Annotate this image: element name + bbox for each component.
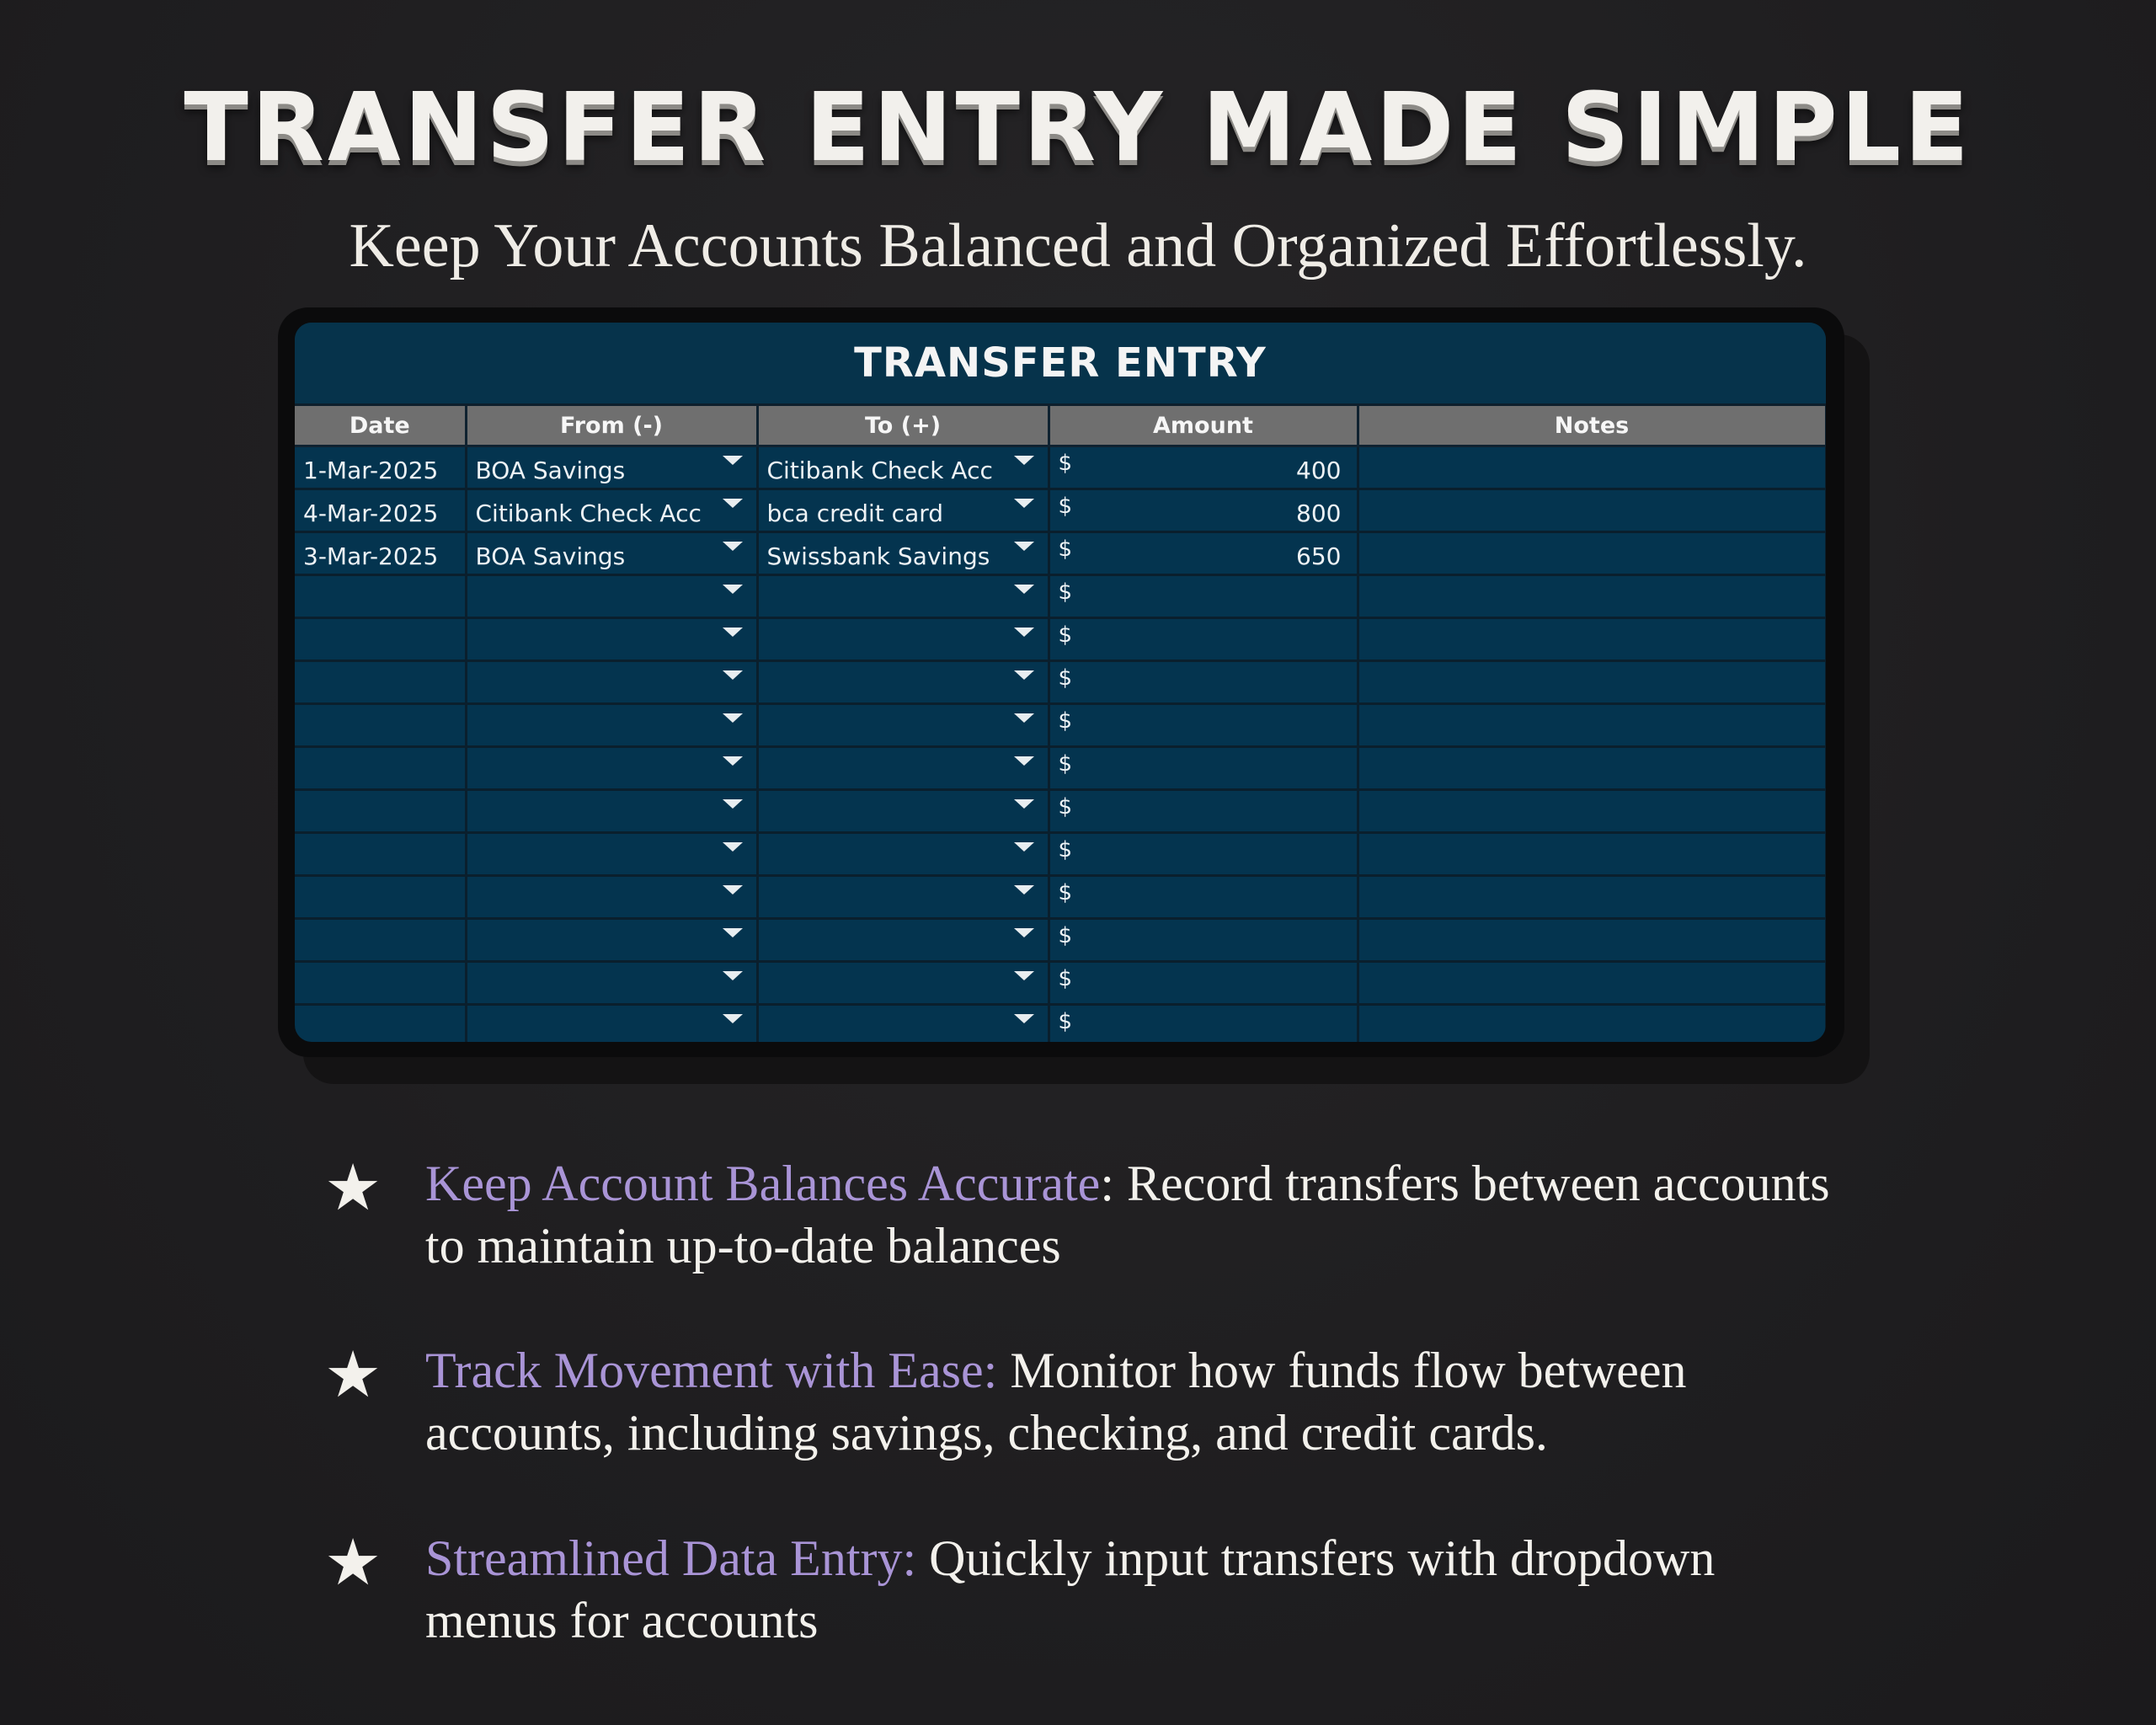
table-row bbox=[295, 1005, 1826, 1043]
amount-value: 800 bbox=[1296, 499, 1342, 527]
to-account-dropdown[interactable] bbox=[757, 919, 1049, 962]
dropdown-arrow-icon[interactable] bbox=[1014, 542, 1034, 551]
date-cell[interactable] bbox=[295, 618, 466, 661]
column-header-amount[interactable]: Amount bbox=[1049, 406, 1358, 446]
date-cell[interactable] bbox=[295, 532, 466, 575]
to-account-dropdown[interactable] bbox=[757, 532, 1049, 575]
table-row bbox=[295, 747, 1826, 790]
amount-cell[interactable] bbox=[1049, 618, 1358, 661]
from-account-dropdown[interactable] bbox=[466, 618, 757, 661]
to-account-dropdown[interactable] bbox=[757, 618, 1049, 661]
date-cell[interactable] bbox=[295, 962, 466, 1005]
table-row bbox=[295, 575, 1826, 618]
dropdown-arrow-icon[interactable] bbox=[723, 756, 743, 766]
date-cell[interactable] bbox=[295, 790, 466, 833]
table-row bbox=[295, 876, 1826, 919]
dropdown-arrow-icon[interactable] bbox=[723, 713, 743, 723]
from-account-dropdown[interactable] bbox=[466, 532, 757, 575]
notes-cell[interactable] bbox=[1358, 1005, 1826, 1043]
dropdown-arrow-icon[interactable] bbox=[723, 842, 743, 852]
to-account-dropdown[interactable] bbox=[757, 790, 1049, 833]
spreadsheet-frame bbox=[278, 307, 1844, 1057]
date-cell[interactable] bbox=[295, 446, 466, 489]
table-row bbox=[295, 532, 1826, 575]
dropdown-arrow-icon[interactable] bbox=[723, 885, 743, 895]
currency-symbol: $ bbox=[1058, 923, 1073, 948]
from-account-dropdown[interactable] bbox=[466, 790, 757, 833]
to-account-dropdown[interactable] bbox=[757, 1005, 1049, 1043]
from-account-dropdown[interactable] bbox=[466, 833, 757, 876]
currency-symbol: $ bbox=[1058, 880, 1073, 905]
amount-cell[interactable] bbox=[1049, 1005, 1358, 1043]
to-account-dropdown[interactable] bbox=[757, 575, 1049, 618]
notes-cell[interactable] bbox=[1358, 833, 1826, 876]
table-row bbox=[295, 446, 1826, 489]
from-account-dropdown[interactable] bbox=[466, 661, 757, 704]
from-account-dropdown[interactable] bbox=[466, 446, 757, 489]
currency-symbol: $ bbox=[1058, 794, 1073, 820]
notes-cell[interactable] bbox=[1358, 704, 1826, 747]
table-row bbox=[295, 489, 1826, 532]
amount-cell[interactable] bbox=[1049, 919, 1358, 962]
dropdown-arrow-icon[interactable] bbox=[723, 1014, 743, 1023]
dropdown-arrow-icon[interactable] bbox=[723, 456, 743, 465]
amount-cell[interactable] bbox=[1049, 704, 1358, 747]
from-account-dropdown[interactable] bbox=[466, 704, 757, 747]
notes-cell[interactable] bbox=[1358, 489, 1826, 532]
date-cell[interactable] bbox=[295, 1005, 466, 1043]
currency-symbol: $ bbox=[1058, 966, 1073, 991]
currency-symbol: $ bbox=[1058, 665, 1073, 691]
from-account-dropdown[interactable] bbox=[466, 876, 757, 919]
dropdown-arrow-icon[interactable] bbox=[1014, 670, 1034, 680]
table-row bbox=[295, 833, 1826, 876]
date-value: 1-Mar-2025 bbox=[303, 457, 439, 484]
amount-value: 400 bbox=[1296, 457, 1342, 484]
notes-cell[interactable] bbox=[1358, 962, 1826, 1005]
notes-cell[interactable] bbox=[1358, 618, 1826, 661]
dropdown-arrow-icon[interactable] bbox=[1014, 799, 1034, 809]
amount-cell[interactable] bbox=[1049, 790, 1358, 833]
from-account-dropdown[interactable] bbox=[466, 747, 757, 790]
currency-symbol: $ bbox=[1058, 1009, 1073, 1034]
currency-symbol: $ bbox=[1058, 579, 1073, 605]
dropdown-arrow-icon[interactable] bbox=[723, 928, 743, 937]
dropdown-arrow-icon[interactable] bbox=[1014, 585, 1034, 594]
amount-cell[interactable] bbox=[1049, 575, 1358, 618]
date-cell[interactable] bbox=[295, 747, 466, 790]
to-account-value: Citibank Check Acc bbox=[766, 457, 993, 484]
dropdown-arrow-icon[interactable] bbox=[723, 499, 743, 508]
feature-description: Monitor how funds flow between accounts, including savings, checking, and credit cards. bbox=[425, 1343, 1687, 1461]
to-account-value: bca credit card bbox=[766, 499, 944, 527]
notes-cell[interactable] bbox=[1358, 575, 1826, 618]
table-row bbox=[295, 790, 1826, 833]
dropdown-arrow-icon[interactable] bbox=[723, 799, 743, 809]
sheet-title: TRANSFER ENTRY bbox=[295, 323, 1826, 406]
amount-cell[interactable] bbox=[1049, 833, 1358, 876]
amount-cell[interactable] bbox=[1049, 661, 1358, 704]
subheadline: Keep Your Accounts Balanced and Organized Effortlessly. bbox=[349, 211, 1807, 280]
feature-description: Quickly input transfers with dropdown menus for accounts bbox=[425, 1530, 1716, 1648]
currency-symbol: $ bbox=[1058, 708, 1073, 734]
amount-cell[interactable] bbox=[1049, 876, 1358, 919]
dropdown-arrow-icon[interactable] bbox=[723, 628, 743, 637]
to-account-dropdown[interactable] bbox=[757, 661, 1049, 704]
from-account-dropdown[interactable] bbox=[466, 489, 757, 532]
to-account-dropdown[interactable] bbox=[757, 747, 1049, 790]
dropdown-arrow-icon[interactable] bbox=[1014, 713, 1034, 723]
amount-cell[interactable] bbox=[1049, 489, 1358, 532]
currency-symbol: $ bbox=[1058, 537, 1073, 562]
notes-cell[interactable] bbox=[1358, 790, 1826, 833]
date-cell[interactable] bbox=[295, 833, 466, 876]
from-account-value: Citibank Check Acc bbox=[475, 499, 702, 527]
amount-cell[interactable] bbox=[1049, 532, 1358, 575]
notes-cell[interactable] bbox=[1358, 919, 1826, 962]
currency-symbol: $ bbox=[1058, 494, 1073, 519]
notes-cell[interactable] bbox=[1358, 532, 1826, 575]
date-cell[interactable] bbox=[295, 704, 466, 747]
dropdown-arrow-icon[interactable] bbox=[1014, 456, 1034, 465]
from-account-value: BOA Savings bbox=[475, 542, 626, 570]
table-row bbox=[295, 704, 1826, 747]
currency-symbol: $ bbox=[1058, 451, 1073, 476]
column-header-notes[interactable]: Notes bbox=[1358, 406, 1826, 446]
header-row bbox=[295, 406, 1826, 446]
notes-cell[interactable] bbox=[1358, 876, 1826, 919]
from-account-dropdown[interactable] bbox=[466, 962, 757, 1005]
from-account-value: BOA Savings bbox=[475, 457, 626, 484]
dropdown-arrow-icon[interactable] bbox=[1014, 842, 1034, 852]
date-cell[interactable] bbox=[295, 575, 466, 618]
feature-description: Record transfers between accounts to maintain up-to-date balances bbox=[425, 1156, 1830, 1274]
feature-lead: Keep Account Balances Accurate bbox=[425, 1156, 1101, 1211]
date-cell[interactable] bbox=[295, 489, 466, 532]
date-cell[interactable] bbox=[295, 876, 466, 919]
from-account-dropdown[interactable] bbox=[466, 575, 757, 618]
notes-cell[interactable] bbox=[1358, 661, 1826, 704]
star-icon: ★ bbox=[324, 1527, 382, 1599]
dropdown-arrow-icon[interactable] bbox=[1014, 499, 1034, 508]
date-cell[interactable] bbox=[295, 919, 466, 962]
dropdown-arrow-icon[interactable] bbox=[1014, 885, 1034, 895]
dropdown-arrow-icon[interactable] bbox=[723, 542, 743, 551]
currency-symbol: $ bbox=[1058, 622, 1073, 648]
from-account-dropdown[interactable] bbox=[466, 1005, 757, 1043]
dropdown-arrow-icon[interactable] bbox=[1014, 628, 1034, 637]
column-header-date[interactable]: Date bbox=[295, 406, 466, 446]
feature-lead: Streamlined Data Entry: bbox=[425, 1530, 917, 1586]
transfer-table bbox=[295, 406, 1826, 1042]
to-account-value: Swissbank Savings bbox=[766, 542, 990, 570]
column-header-to[interactable]: To (+) bbox=[757, 406, 1049, 446]
table-row bbox=[295, 661, 1826, 704]
amount-cell[interactable] bbox=[1049, 446, 1358, 489]
date-cell[interactable] bbox=[295, 661, 466, 704]
dropdown-arrow-icon[interactable] bbox=[723, 585, 743, 594]
star-icon: ★ bbox=[324, 1152, 382, 1224]
currency-symbol: $ bbox=[1058, 837, 1073, 862]
to-account-dropdown[interactable] bbox=[757, 446, 1049, 489]
amount-cell[interactable] bbox=[1049, 747, 1358, 790]
to-account-dropdown[interactable] bbox=[757, 876, 1049, 919]
dropdown-arrow-icon[interactable] bbox=[1014, 928, 1034, 937]
to-account-dropdown[interactable] bbox=[757, 704, 1049, 747]
notes-cell[interactable] bbox=[1358, 446, 1826, 489]
feature-separator: : bbox=[1100, 1156, 1114, 1211]
dropdown-arrow-icon[interactable] bbox=[1014, 971, 1034, 980]
dropdown-arrow-icon[interactable] bbox=[1014, 1014, 1034, 1023]
from-account-dropdown[interactable] bbox=[466, 919, 757, 962]
currency-symbol: $ bbox=[1058, 751, 1073, 777]
dropdown-arrow-icon[interactable] bbox=[723, 971, 743, 980]
column-header-from[interactable]: From (-) bbox=[466, 406, 757, 446]
transfer-entry-sheet bbox=[295, 323, 1826, 1042]
dropdown-arrow-icon[interactable] bbox=[1014, 756, 1034, 766]
to-account-dropdown[interactable] bbox=[757, 489, 1049, 532]
amount-cell[interactable] bbox=[1049, 962, 1358, 1005]
date-value: 4-Mar-2025 bbox=[303, 499, 439, 527]
feature-lead: Track Movement with Ease: bbox=[425, 1343, 998, 1398]
amount-value: 650 bbox=[1296, 542, 1342, 570]
notes-cell[interactable] bbox=[1358, 747, 1826, 790]
table-row bbox=[295, 618, 1826, 661]
date-value: 3-Mar-2025 bbox=[303, 542, 439, 570]
dropdown-arrow-icon[interactable] bbox=[723, 670, 743, 680]
headline: TRANSFER ENTRY MADE SIMPLE bbox=[184, 73, 1972, 183]
to-account-dropdown[interactable] bbox=[757, 833, 1049, 876]
table-row bbox=[295, 962, 1826, 1005]
star-icon: ★ bbox=[324, 1339, 382, 1411]
to-account-dropdown[interactable] bbox=[757, 962, 1049, 1005]
table-row bbox=[295, 919, 1826, 962]
